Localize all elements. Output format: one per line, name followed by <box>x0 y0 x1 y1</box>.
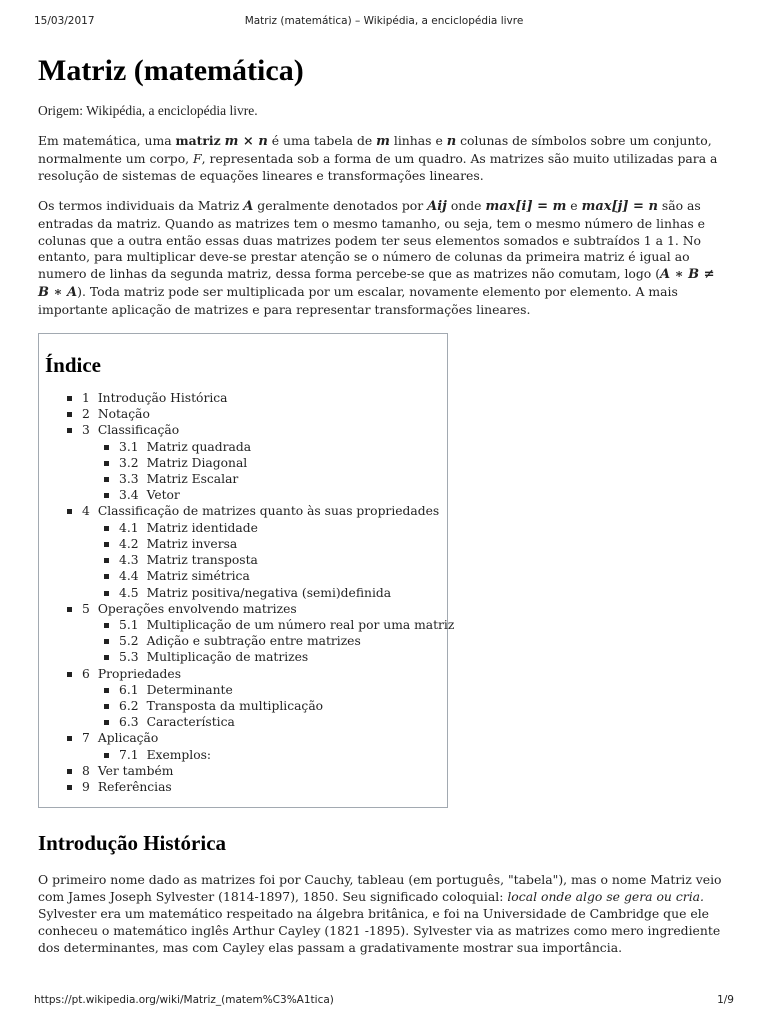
bullet-icon <box>67 672 72 677</box>
table-of-contents <box>38 333 455 808</box>
article-content <box>38 52 728 957</box>
toc-number: 7.1 <box>119 747 139 762</box>
toc-subitem[interactable] <box>82 585 447 601</box>
text: colunas de símbolos sobre um conjunto, normalmente um corpo, <box>38 133 712 166</box>
toc-number: 5.2 <box>119 634 139 649</box>
toc-subitem[interactable] <box>82 455 447 471</box>
toc-subitem[interactable] <box>82 649 447 665</box>
bullet-icon <box>104 526 109 531</box>
toc-link[interactable]: Matriz inversa <box>146 536 238 551</box>
toc-number: 5 <box>82 601 90 616</box>
toc-number: 6.1 <box>119 682 139 697</box>
toc-sublist <box>82 439 447 504</box>
text: e <box>566 197 582 213</box>
toc-subitem[interactable] <box>82 520 447 536</box>
toc-item[interactable] <box>45 422 447 503</box>
text: são as entradas da matriz. Quando as matrizes tem o mesmo tamanho, ou seja, tem o mesmo número de linhas e colunas que a outra então essas duas matrizes podem ter seus elementos somados e subtraídos 1 a 1. No entanto, para multiplicar deve-se prestar atenção se o número de colunas da primeira matriz é igual ao numero de linhas da segunda matriz, dessa forma percebe-se que as matrizes não comutam, logo ( <box>38 197 705 282</box>
math-aij: Aij <box>427 198 447 214</box>
toc-subitem[interactable] <box>82 439 447 455</box>
toc-number: 5.1 <box>119 617 139 632</box>
toc-subitem[interactable] <box>82 617 455 633</box>
text: geralmente denotados por <box>253 197 428 213</box>
toc-item[interactable] <box>45 666 447 731</box>
toc-subitem[interactable] <box>82 568 447 584</box>
bullet-icon <box>104 639 109 644</box>
print-url: https://pt.wikipedia.org/wiki/Matriz_(matem%C3%A1tica) <box>34 994 334 1006</box>
toc-link[interactable]: Matriz Diagonal <box>146 455 248 470</box>
toc-link[interactable]: Matriz transposta <box>146 553 258 568</box>
bullet-icon <box>104 591 109 596</box>
toc-item[interactable] <box>45 601 455 666</box>
bullet-icon <box>67 607 72 612</box>
print-page-number: 1/9 <box>717 994 734 1006</box>
toc-link[interactable]: Referências <box>97 779 172 794</box>
intro-paragraph-2 <box>38 198 728 319</box>
toc-link[interactable]: Classificação <box>97 423 180 438</box>
toc-item[interactable] <box>45 503 447 600</box>
bullet-icon <box>104 461 109 466</box>
toc-number: 3.3 <box>119 472 139 487</box>
toc-number: 4.4 <box>119 569 139 584</box>
toc-link[interactable]: Adição e subtração entre matrizes <box>146 634 361 649</box>
toc-link[interactable]: Matriz Escalar <box>146 472 239 487</box>
toc-link[interactable]: Vetor <box>146 488 180 503</box>
toc-number: 4.2 <box>119 536 139 551</box>
toc-subitem[interactable] <box>82 487 447 503</box>
toc-link[interactable]: Introdução Histórica <box>97 391 228 406</box>
bullet-icon <box>104 688 109 693</box>
toc-number: 2 <box>82 407 90 422</box>
bullet-icon <box>67 428 72 433</box>
toc-sublist <box>82 747 447 763</box>
toc-link[interactable]: Determinante <box>146 682 233 697</box>
math-noncommute: A ∗ B ≠ B ∗ A <box>38 267 715 301</box>
toc-number: 9 <box>82 779 90 794</box>
bullet-icon <box>67 396 72 401</box>
toc-item[interactable] <box>45 406 447 422</box>
toc-number: 6 <box>82 666 90 681</box>
toc-subitem[interactable] <box>82 552 447 568</box>
toc-number: 7 <box>82 731 90 746</box>
bullet-icon <box>67 509 72 514</box>
bullet-icon <box>104 753 109 758</box>
bullet-icon <box>104 477 109 482</box>
toc-item[interactable] <box>45 730 447 762</box>
print-date: 15/03/2017 <box>34 15 95 27</box>
text: ). Toda matriz pode ser multiplicada por um escalar, novamente elemento por elemento. A mais importante aplicação de matrizes e para representar transformações lineares. <box>38 284 678 318</box>
math-m-by-n: m × n <box>224 134 268 149</box>
bullet-icon <box>104 493 109 498</box>
bold-term-matriz: matriz <box>175 133 221 148</box>
text: Sylvester era um matemático respeitado na álgebra britânica, e foi na Universidade de Cambridge que ele conheceu o matemático inglês Arthur Cayley (1821 -1895). Sylvester via as matrizes como mero ingrediente dos determinantes, mas com Cayley elas passam a gradativamente mostrar sua importância. <box>38 905 721 955</box>
site-tagline: Origem: Wikipédia, a enciclopédia livre. <box>38 103 258 118</box>
bullet-icon <box>104 558 109 563</box>
bullet-icon <box>104 655 109 660</box>
math-max-i: max[i] = m <box>485 198 567 214</box>
toc-link[interactable]: Multiplicação de matrizes <box>146 650 309 665</box>
text: Em matemática, uma <box>38 133 176 148</box>
math-f: F <box>193 150 202 166</box>
bullet-icon <box>104 445 109 450</box>
bullet-icon <box>104 704 109 709</box>
toc-subitem[interactable] <box>82 471 447 487</box>
text: O primeiro nome dado as matrizes foi por Cauchy, tableau (em português, "tabela"), mas o nome Matriz veio com James Joseph Sylvester (1814-1897), 1850. Seu significado coloquial: <box>38 872 722 905</box>
toc-link[interactable]: Propriedades <box>97 666 182 681</box>
toc-item[interactable] <box>45 763 447 779</box>
math-n: n <box>446 134 457 149</box>
toc-number: 4 <box>82 504 90 519</box>
toc-item[interactable] <box>45 779 447 795</box>
toc-subitem[interactable] <box>82 633 447 649</box>
toc-number: 3 <box>82 423 90 438</box>
bullet-icon <box>104 542 109 547</box>
math-m: m <box>376 134 390 149</box>
history-paragraph <box>38 872 728 957</box>
toc-link[interactable]: Ver também <box>97 763 174 778</box>
toc-link[interactable]: Notação <box>97 407 150 422</box>
toc-item[interactable] <box>45 390 447 406</box>
text: linhas e <box>389 133 447 148</box>
page-title: Matriz (matemática) <box>38 54 304 87</box>
bullet-icon <box>67 736 72 741</box>
toc-number: 1 <box>82 391 90 406</box>
bullet-icon <box>67 412 72 417</box>
toc-link[interactable]: Exemplos: <box>146 747 212 762</box>
toc-subitem[interactable] <box>82 682 447 698</box>
toc-number: 5.3 <box>119 650 139 665</box>
toc-link[interactable]: Matriz simétrica <box>146 569 250 584</box>
toc-sublist <box>82 617 455 666</box>
toc-number: 3.1 <box>119 439 139 454</box>
toc-link[interactable]: Transposta da multiplicação <box>146 698 324 713</box>
print-header <box>34 15 734 29</box>
toc-link[interactable]: Característica <box>146 715 235 730</box>
toc-number: 6.2 <box>119 698 139 713</box>
math-max-j: max[j] = n <box>581 198 658 214</box>
toc-number: 4.5 <box>119 585 139 600</box>
toc-link[interactable]: Operações envolvendo matrizes <box>97 601 297 616</box>
toc-number: 6.3 <box>119 715 139 730</box>
toc-subitem[interactable] <box>82 698 447 714</box>
math-a: A <box>243 198 254 214</box>
toc-subitem[interactable] <box>82 747 447 763</box>
bullet-icon <box>67 785 72 790</box>
toc-link[interactable]: Matriz quadrada <box>146 439 252 454</box>
italic-quote: local onde algo se gera ou cria. <box>507 889 704 905</box>
bullet-icon <box>104 720 109 725</box>
text: é uma tabela de <box>267 133 377 148</box>
toc-sublist <box>82 520 447 601</box>
toc-link[interactable]: Matriz positiva/negativa (semi)definida <box>146 585 392 600</box>
section-heading-introducao-historica: Introdução Histórica <box>38 831 227 856</box>
toc-link[interactable]: Aplicação <box>97 731 159 746</box>
text: onde <box>446 197 486 213</box>
toc-list <box>45 390 455 795</box>
toc-link[interactable]: Classificação de matrizes quanto às suas propriedades <box>97 504 440 519</box>
toc-subitem[interactable] <box>82 536 447 552</box>
bullet-icon <box>104 574 109 579</box>
text: , representada sob a forma de um quadro. As matrizes são muito utilizadas para a resolução de sistemas de equações lineares e transformações lineares. <box>38 150 718 183</box>
toc-sublist <box>82 682 447 731</box>
print-footer <box>34 994 734 1008</box>
toc-title: Índice <box>45 353 102 378</box>
toc-number: 4.3 <box>119 553 139 568</box>
toc-number: 8 <box>82 763 90 778</box>
print-title: Matriz (matemática) – Wikipédia, a enciclopédia livre <box>244 15 524 27</box>
toc-subitem[interactable] <box>82 714 447 730</box>
toc-link[interactable]: Matriz identidade <box>146 520 258 535</box>
toc-number: 4.1 <box>119 520 139 535</box>
bullet-icon <box>104 623 109 628</box>
bullet-icon <box>67 769 72 774</box>
intro-paragraph-1 <box>38 133 728 185</box>
toc-number: 3.4 <box>119 488 139 503</box>
toc-number: 3.2 <box>119 455 139 470</box>
text: Os termos individuais da Matriz <box>38 197 244 213</box>
toc-link[interactable]: Multiplicação de um número real por uma matriz <box>146 617 455 632</box>
